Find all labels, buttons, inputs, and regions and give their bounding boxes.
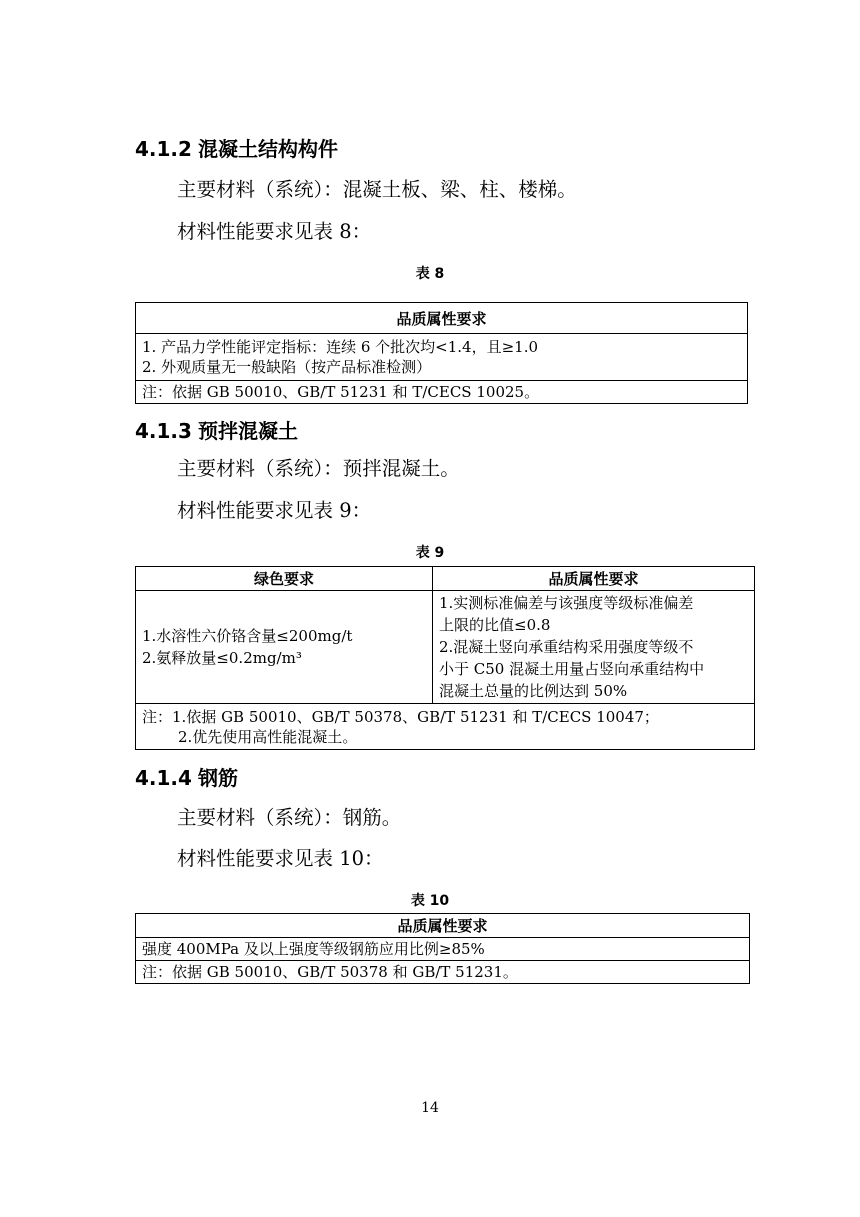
section-title: 混凝土结构构件 — [197, 137, 338, 161]
table-cell-quality — [433, 591, 755, 704]
table-row-text: 混凝土总量的比例达到 50% — [439, 682, 628, 700]
section-title: 预拌混凝土 — [197, 419, 298, 443]
table-8 — [135, 302, 748, 404]
table-10 — [135, 913, 750, 984]
table-cell-green — [136, 591, 433, 704]
section-title: 钢筋 — [197, 766, 238, 790]
table-cell-quality — [136, 334, 748, 381]
table-note: 注：依据 GB 50010、GB/T 51231 和 T/CECS 10025。 — [136, 381, 748, 404]
page-number: 14 — [421, 1100, 439, 1116]
main-materials-text: 主要材料（系统）：预拌混凝土。 — [177, 457, 460, 480]
main-materials-text: 主要材料（系统）：混凝土板、梁、柱、楼梯。 — [177, 178, 577, 201]
table-header-quality: 品质属性要求 — [433, 567, 755, 591]
requirement-ref-text: 材料性能要求见表 9： — [177, 499, 372, 522]
table-row-text: 2.混凝土竖向承重结构采用强度等级不 — [439, 638, 694, 656]
requirement-ref-text: 材料性能要求见表 8： — [177, 220, 372, 243]
table-header-quality: 品质属性要求 — [136, 303, 748, 334]
main-materials-text: 主要材料（系统）：钢筋。 — [177, 806, 402, 829]
table-row-text: 上限的比值≤0.8 — [439, 616, 551, 634]
table-note — [136, 704, 755, 750]
requirement-ref-text: 材料性能要求见表 10： — [177, 847, 384, 870]
section-heading-4-1-3 — [135, 419, 298, 443]
table-note: 注：依据 GB 50010、GB/T 50378 和 GB/T 51231。 — [136, 961, 750, 984]
table-caption: 表 8 — [415, 266, 445, 282]
section-heading-4-1-2 — [135, 137, 338, 161]
section-number: 4.1.3 — [135, 419, 192, 443]
table-row-text: 小于 C50 混凝土用量占竖向承重结构中 — [439, 660, 705, 678]
table-row-text: 2.氨释放量≤0.2mg/m³ — [142, 649, 302, 667]
table-9 — [135, 566, 755, 750]
table-row-text: 1.水溶性六价铬含量≤200mg/t — [142, 627, 353, 645]
table-note-line: 2.优先使用高性能混凝土。 — [178, 727, 358, 746]
section-number: 4.1.2 — [135, 137, 192, 161]
table-caption: 表 9 — [415, 545, 445, 561]
table-cell-quality: 强度 400MPa 及以上强度等级钢筋应用比例≥85% — [136, 938, 750, 961]
table-header-green: 绿色要求 — [136, 567, 433, 591]
section-heading-4-1-4 — [135, 766, 238, 790]
table-caption: 表 10 — [410, 893, 450, 909]
section-number: 4.1.4 — [135, 766, 192, 790]
table-row-text: 1. 产品力学性能评定指标：连续 6 个批次均<1.4，且≥1.0 — [142, 338, 539, 356]
table-header-quality: 品质属性要求 — [136, 914, 750, 938]
table-row-text: 1.实测标准偏差与该强度等级标准偏差 — [439, 594, 694, 612]
table-row-text: 2. 外观质量无一般缺陷（按产品标准检测） — [142, 358, 432, 376]
table-note-line: 注：1.依据 GB 50010、GB/T 50378、GB/T 51231 和 T/CECS 10047； — [142, 707, 659, 726]
